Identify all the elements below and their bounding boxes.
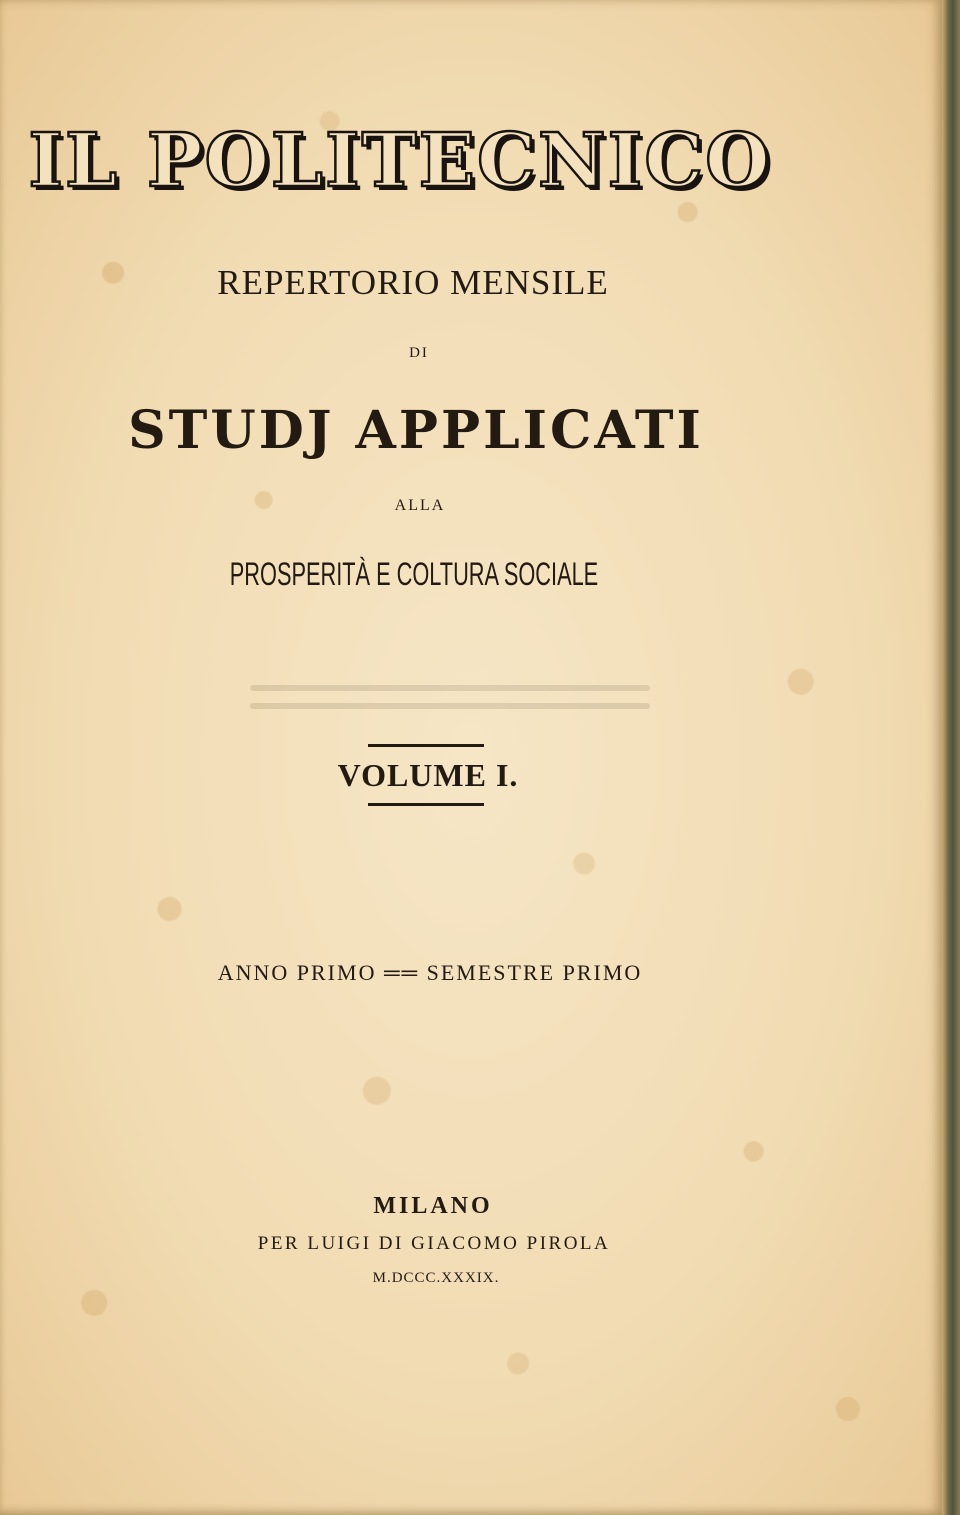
bleed-through-text xyxy=(250,673,650,733)
topic-line: PROSPERITÀ E COLTURA SOCIALE xyxy=(229,556,599,592)
imprint-publisher: PER LUIGI DI GIACOMO PIROLA xyxy=(257,1233,611,1254)
connector-di: DI xyxy=(409,345,429,361)
edition-line: ANNO PRIMO ══ SEMESTRE PRIMO xyxy=(217,960,643,985)
subtitle: REPERTORIO MENSILE xyxy=(217,263,609,302)
top-rule xyxy=(368,744,484,747)
page-edge xyxy=(942,0,960,1515)
imprint-year: M.DCCC.XXXIX. xyxy=(372,1270,500,1286)
connector-alla: ALLA xyxy=(394,497,446,514)
bottom-rule xyxy=(368,803,484,806)
volume-label: VOLUME I. xyxy=(337,757,519,793)
journal-title: IL POLITECNICO xyxy=(28,118,772,204)
imprint-city: MILANO xyxy=(373,1193,493,1219)
main-heading: STUDJ APPLICATI xyxy=(128,400,704,461)
